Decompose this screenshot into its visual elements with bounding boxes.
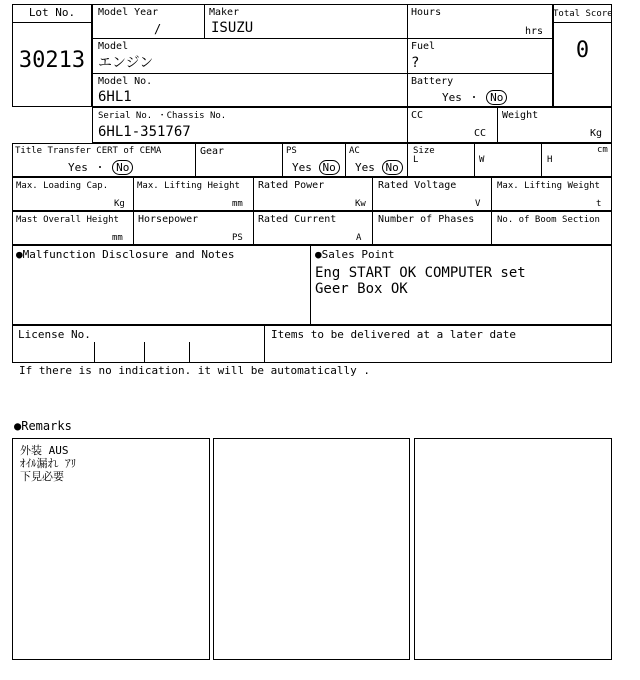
horsepower-unit: PS [232,233,243,243]
battery-dot: ・ [468,91,480,104]
size-w: W [479,155,485,165]
ac-no-circled: No [382,160,403,175]
serial-label: Serial No. ・Chassis No. [98,111,227,121]
sales-point-label: ●Sales Point [315,248,395,261]
ac-label: AC [349,146,360,156]
malfunction-label: ●Malfunction Disclosure and Notes [16,248,235,261]
phases-label: Number of Phases [378,214,475,225]
cc-label: CC [411,110,424,121]
remarks-line-2: ｵｲﾙ漏れ ｱﾘ [20,457,77,470]
weight-label: Weight [502,110,539,121]
max-lifting-weight-label: Max. Lifting Weight [497,181,600,191]
mast-height-label: Mast Overall Height [16,215,119,225]
license-label: License No. [18,328,91,341]
ps-label: PS [286,146,297,156]
model-no-value: 6HL1 [98,89,132,105]
sales-point-line-1: Eng START OK COMPUTER set [315,265,526,281]
rated-power-label: Rated Power [258,180,325,191]
size-unit: cm [597,145,608,155]
max-loading-label: Max. Loading Cap. [16,181,109,191]
remarks-line-3: 下見必要 [20,470,64,483]
lot-label: Lot No. [28,6,76,19]
battery-no-circled: No [486,90,507,105]
max-loading-unit: Kg [114,199,125,209]
model-label: Model [98,41,129,52]
rated-current-unit: A [356,233,362,243]
size-label: Size [413,146,435,156]
fuel-label: Fuel [411,41,436,52]
rated-current-label: Rated Current [258,214,337,225]
title-transfer-yes: Yes [68,161,88,174]
maker-label: Maker [209,7,240,18]
hours-unit: hrs [525,26,544,37]
model-year-value: / [154,22,162,36]
title-transfer-dot: ・ [94,161,106,174]
rated-voltage-unit: V [475,199,481,209]
rated-power-unit: Kw [355,199,366,209]
ps-options [292,160,340,175]
maker-value: ISUZU [211,20,254,36]
battery-options [442,90,507,105]
boom-label: No. of Boom Section [497,215,600,225]
serial-value: 6HL1-351767 [98,124,191,140]
title-transfer-label: Title Transfer CERT of CEMA [15,146,162,156]
ac-yes: Yes [355,161,375,174]
hours-label: Hours [411,7,442,18]
mast-height-unit: mm [112,233,123,243]
size-l: L [413,155,419,165]
ps-no-circled: No [319,160,340,175]
total-score-value: 0 [575,38,590,63]
total-score-label: Total Score [553,9,613,19]
gear-label: Gear [200,146,225,157]
remarks-label: ●Remarks [14,419,72,433]
horsepower-label: Horsepower [138,214,199,225]
title-transfer-no-circled: No [112,160,133,175]
model-no-label: Model No. [98,76,153,87]
size-h: H [547,155,553,165]
max-lifting-height-label: Max. Lifting Height [137,181,240,191]
remarks-box-3 [414,438,612,660]
auto-note: If there is no indication. it will be automatically . [19,364,370,377]
cc-unit: CC [474,128,487,139]
title-transfer-options [68,160,133,175]
max-lifting-weight-unit: t [596,199,602,209]
battery-label: Battery [411,76,454,87]
remarks-line-1: 外装 AUS [20,444,69,457]
max-lifting-height-unit: mm [232,199,243,209]
remarks-box-2 [213,438,410,660]
sales-point-line-2: Geer Box OK [315,281,408,297]
fuel-value: ? [411,55,420,71]
weight-unit: Kg [590,128,603,139]
model-year-label: Model Year [98,7,159,18]
ps-yes: Yes [292,161,312,174]
battery-yes: Yes [442,91,462,104]
rated-voltage-label: Rated Voltage [378,180,457,191]
model-value: エンジン [98,55,154,71]
later-items-label: Items to be delivered at a later date [271,328,517,341]
ac-options [355,160,403,175]
lot-number: 30213 [18,48,86,73]
